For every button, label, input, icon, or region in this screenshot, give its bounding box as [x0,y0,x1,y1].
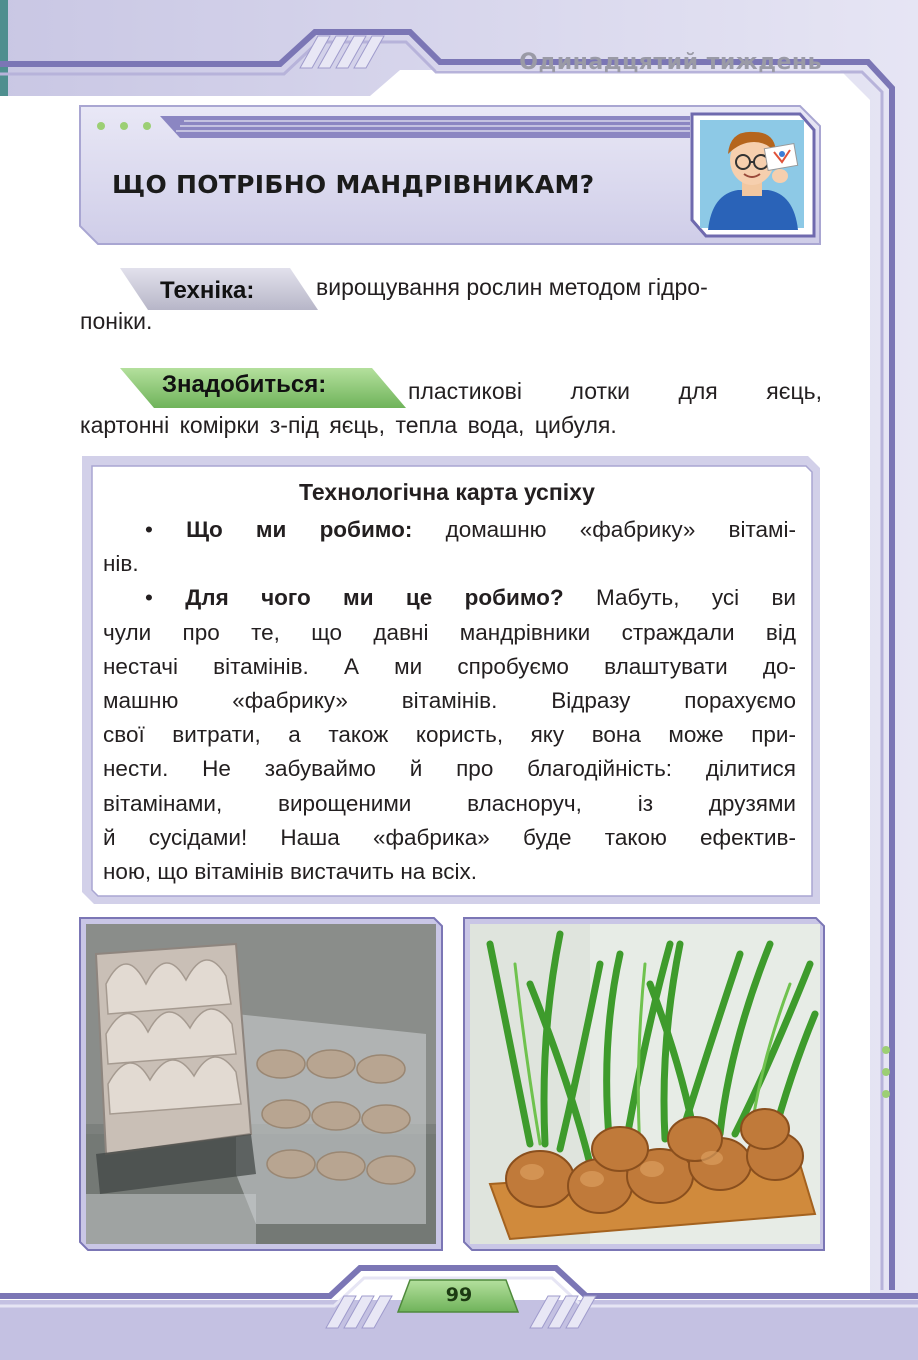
card-line-last: ною, що вітамінів вистачить на всіх. [103,858,478,884]
q1-text: домашню «фабрику» вітамі- [445,517,796,542]
green-onions-photo [470,924,820,1244]
needed-text-line2: картонні комірки з-під яєць, тепла вода, цибуля. [80,412,617,438]
presenter-avatar-icon [698,118,806,230]
section-title: ЩО ПОТРІБНО МАНДРІВНИКАМ? [112,170,595,199]
card-title: Технологічна карта успіху [299,479,595,505]
card-line: й сусідами! Наша «фабрика» буде такою ефектив- [103,824,796,850]
needed-label: Знадобиться: [162,371,327,398]
needed-text-line1: пластикові лотки для яєць, [408,378,822,404]
card-line: свої витрати, а також користь, яку вона може при- [103,722,796,748]
technique-text-line1: вирощування рослин методом гідро- [316,274,708,300]
technique-label: Техніка: [160,277,255,304]
week-title: Одинадцятий тиждень [519,50,822,75]
q2-label: Для чого ми це робимо? [185,585,564,611]
card-body [103,513,796,889]
technique-text-line2: поніки. [80,308,153,334]
q1-label: Що ми робимо: [186,517,413,542]
card-line-q2: • Для чого ми це робимо? Мабуть, усі ви [145,585,796,611]
card-line: нести. Не забуваймо й про благодійність: ділитися [103,756,796,782]
card-line: нестачі вітамінів. А ми спробуємо влаштувати до- [103,653,796,679]
card-line-q1: • Що ми робимо: домашню «фабрику» вітамі- [145,517,796,542]
card-line: чули про те, що давні мандрівники страждали від [103,619,796,645]
q2-text: Мабуть, усі ви [596,585,796,611]
card-line: машню «фабрику» вітамінів. Відразу порахуємо [103,687,796,713]
egg-trays-photo [86,924,436,1244]
card-line: вітамінами, вирощеними власноруч, із друзями [103,790,796,816]
card-line-q1-end: нів. [103,551,139,577]
page-number: 99 [445,1284,473,1306]
